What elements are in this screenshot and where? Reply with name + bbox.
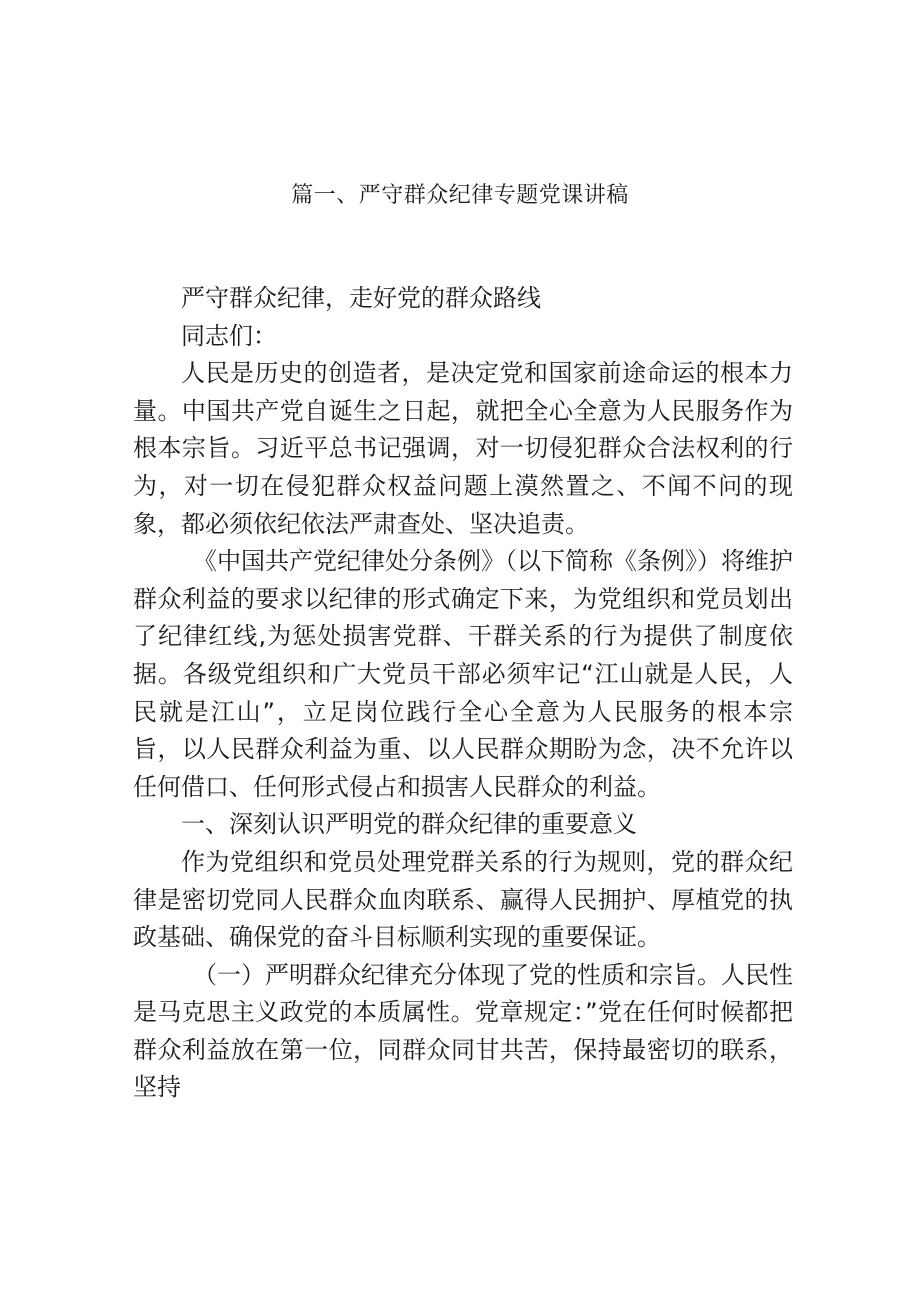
salutation: 同志们： — [181, 321, 277, 350]
subsection-paragraph: （一）严明群众纪律充分体现了党的性质和宗旨。人民性是马克思主义政党的本质属性。党章规定：”党在任何时候都把群众利益放在第一位，同群众同甘共苦，保持最密切的联系，坚持 — [133, 960, 793, 1102]
section-heading: 一、深刻认识严明党的群众纪律的重要意义 — [181, 810, 637, 839]
body-paragraph: 《中国共产党纪律处分条例》（以下简称《条例》）将维护群众利益的要求以纪律的形式确定下来，为党组织和党员划出了纪律红线,为惩处损害党群、干群关系的行为提供了制度依据。各级党组织和广大党员干部必须牢记“江山就是人民，人民就是江山”，立足岗位践行全心全意为人民服务的根本宗旨，以人民群众利益为重、以人民群众期盼为念，决不允许以任何借口、任何形式侵占和损害人民群众的利益。 — [133, 547, 793, 801]
body-paragraph: 作为党组织和党员处理党群关系的行为规则，党的群众纪律是密切党同人民群众血肉联系、赢得人民拥护、厚植党的执政基础、确保党的奋斗目标顺利实现的重要保证。 — [133, 847, 793, 952]
speech-headline: 严守群众纪律，走好党的群众路线 — [181, 284, 541, 312]
document-body — [133, 280, 793, 1107]
document-title: 篇一、严守群众纪律专题党课讲稿 — [291, 183, 629, 208]
body-paragraph: 人民是历史的创造者，是决定党和国家前途命运的根本力量。中国共产党自诞生之日起，就把全心全意为人民服务作为根本宗旨。习近平总书记强调，对一切侵犯群众合法权利的行为，对一切在侵犯群众权益问题上漠然置之、不闻不问的现象，都必须依纪依法严肃查处、坚决追责。 — [133, 359, 793, 538]
